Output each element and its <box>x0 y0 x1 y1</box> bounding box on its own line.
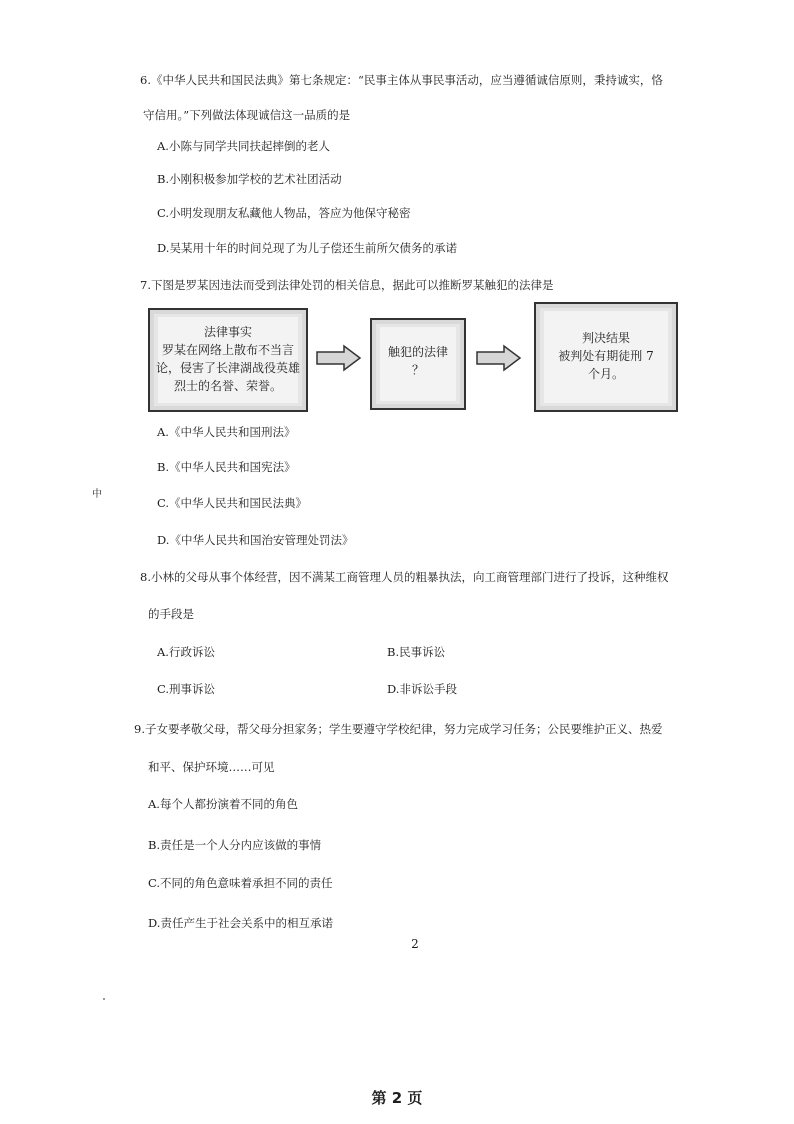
q7-option-b: B.《中华人民共和国宪法》 <box>157 460 296 474</box>
verdict-line2: 个月。 <box>587 367 624 381</box>
diagram-box-violated-law <box>370 318 466 410</box>
diagram-box-verdict <box>534 302 678 412</box>
q7-option-a: A.《中华人民共和国刑法》 <box>157 425 296 439</box>
verdict-line1: 被判处有期徒刑 7 <box>558 349 654 363</box>
verdict-title: 判决结果 <box>581 331 630 345</box>
scan-speck <box>103 998 105 1000</box>
violated-law-title: 触犯的法律 <box>387 345 448 359</box>
q7-option-d: D.《中华人民共和国治安管理处罚法》 <box>157 533 354 547</box>
page-footer: 第 2 页 <box>371 1089 423 1107</box>
violated-law-question-mark: ？ <box>411 363 424 377</box>
q9-stem-line1: 9.子女要孝敬父母，帮父母分担家务；学生要遵守学校纪律，努力完成学习任务；公民要维护正义、热爱 <box>134 722 663 736</box>
q8-stem-line2: 的手段是 <box>148 607 194 621</box>
q8-option-a: A.行政诉讼 <box>157 645 215 659</box>
q6-option-c: C.小明发现朋友私藏他人物品，答应为他保守秘密 <box>157 206 411 220</box>
q9-stem-line2: 和平、保护环境……可见 <box>148 760 275 774</box>
diagram-box-legal-fact <box>148 308 308 412</box>
arrow-right-icon <box>316 344 362 372</box>
q9-option-d: D.责任产生于社会关系中的相互承诺 <box>148 916 333 930</box>
legal-fact-title: 法律事实 <box>203 325 252 339</box>
arrow-right-icon <box>476 344 522 372</box>
q8-option-b: B.民事诉讼 <box>387 645 446 659</box>
legal-fact-line1: 罗某在网络上散布不当言 <box>161 343 294 357</box>
q6-option-a: A.小陈与同学共同扶起摔倒的老人 <box>157 139 330 153</box>
q8-stem-line1: 8.小林的父母从事个体经营，因不满某工商管理人员的粗暴执法，向工商管理部门进行了投诉，这种维权 <box>140 570 669 584</box>
page-number: 2 <box>411 937 419 951</box>
q7-option-c: C.《中华人民共和国民法典》 <box>157 496 308 510</box>
q6-option-d: D.吴某用十年的时间兑现了为儿子偿还生前所欠债务的承诺 <box>157 241 457 255</box>
q6-option-b: B.小刚积极参加学校的艺术社团活动 <box>157 172 342 186</box>
legal-fact-line3: 烈士的名誉、荣誉。 <box>173 379 282 393</box>
q9-option-c: C.不同的角色意味着承担不同的责任 <box>148 876 333 890</box>
q9-option-b: B.责任是一个人分内应该做的事情 <box>148 838 322 852</box>
q6-stem-line2: 守信用。”下列做法体现诚信这一品质的是 <box>143 108 351 122</box>
q8-option-d: D.非诉讼手段 <box>387 682 457 696</box>
q9-option-a: A.每个人都扮演着不同的角色 <box>148 797 298 811</box>
legal-fact-line2: 论，侵害了长津湖战役英雄 <box>155 361 300 375</box>
q7-stem: 7.下图是罗某因违法而受到法律处罚的相关信息，据此可以推断罗某触犯的法律是 <box>140 278 554 292</box>
q6-stem-line1: 6.《中华人民共和国民法典》第七条规定：“民事主体从事民事活动，应当遵循诚信原则，秉持诚实，恪 <box>140 73 663 87</box>
margin-mark: 中 <box>92 489 102 500</box>
q8-option-c: C.刑事诉讼 <box>157 682 216 696</box>
